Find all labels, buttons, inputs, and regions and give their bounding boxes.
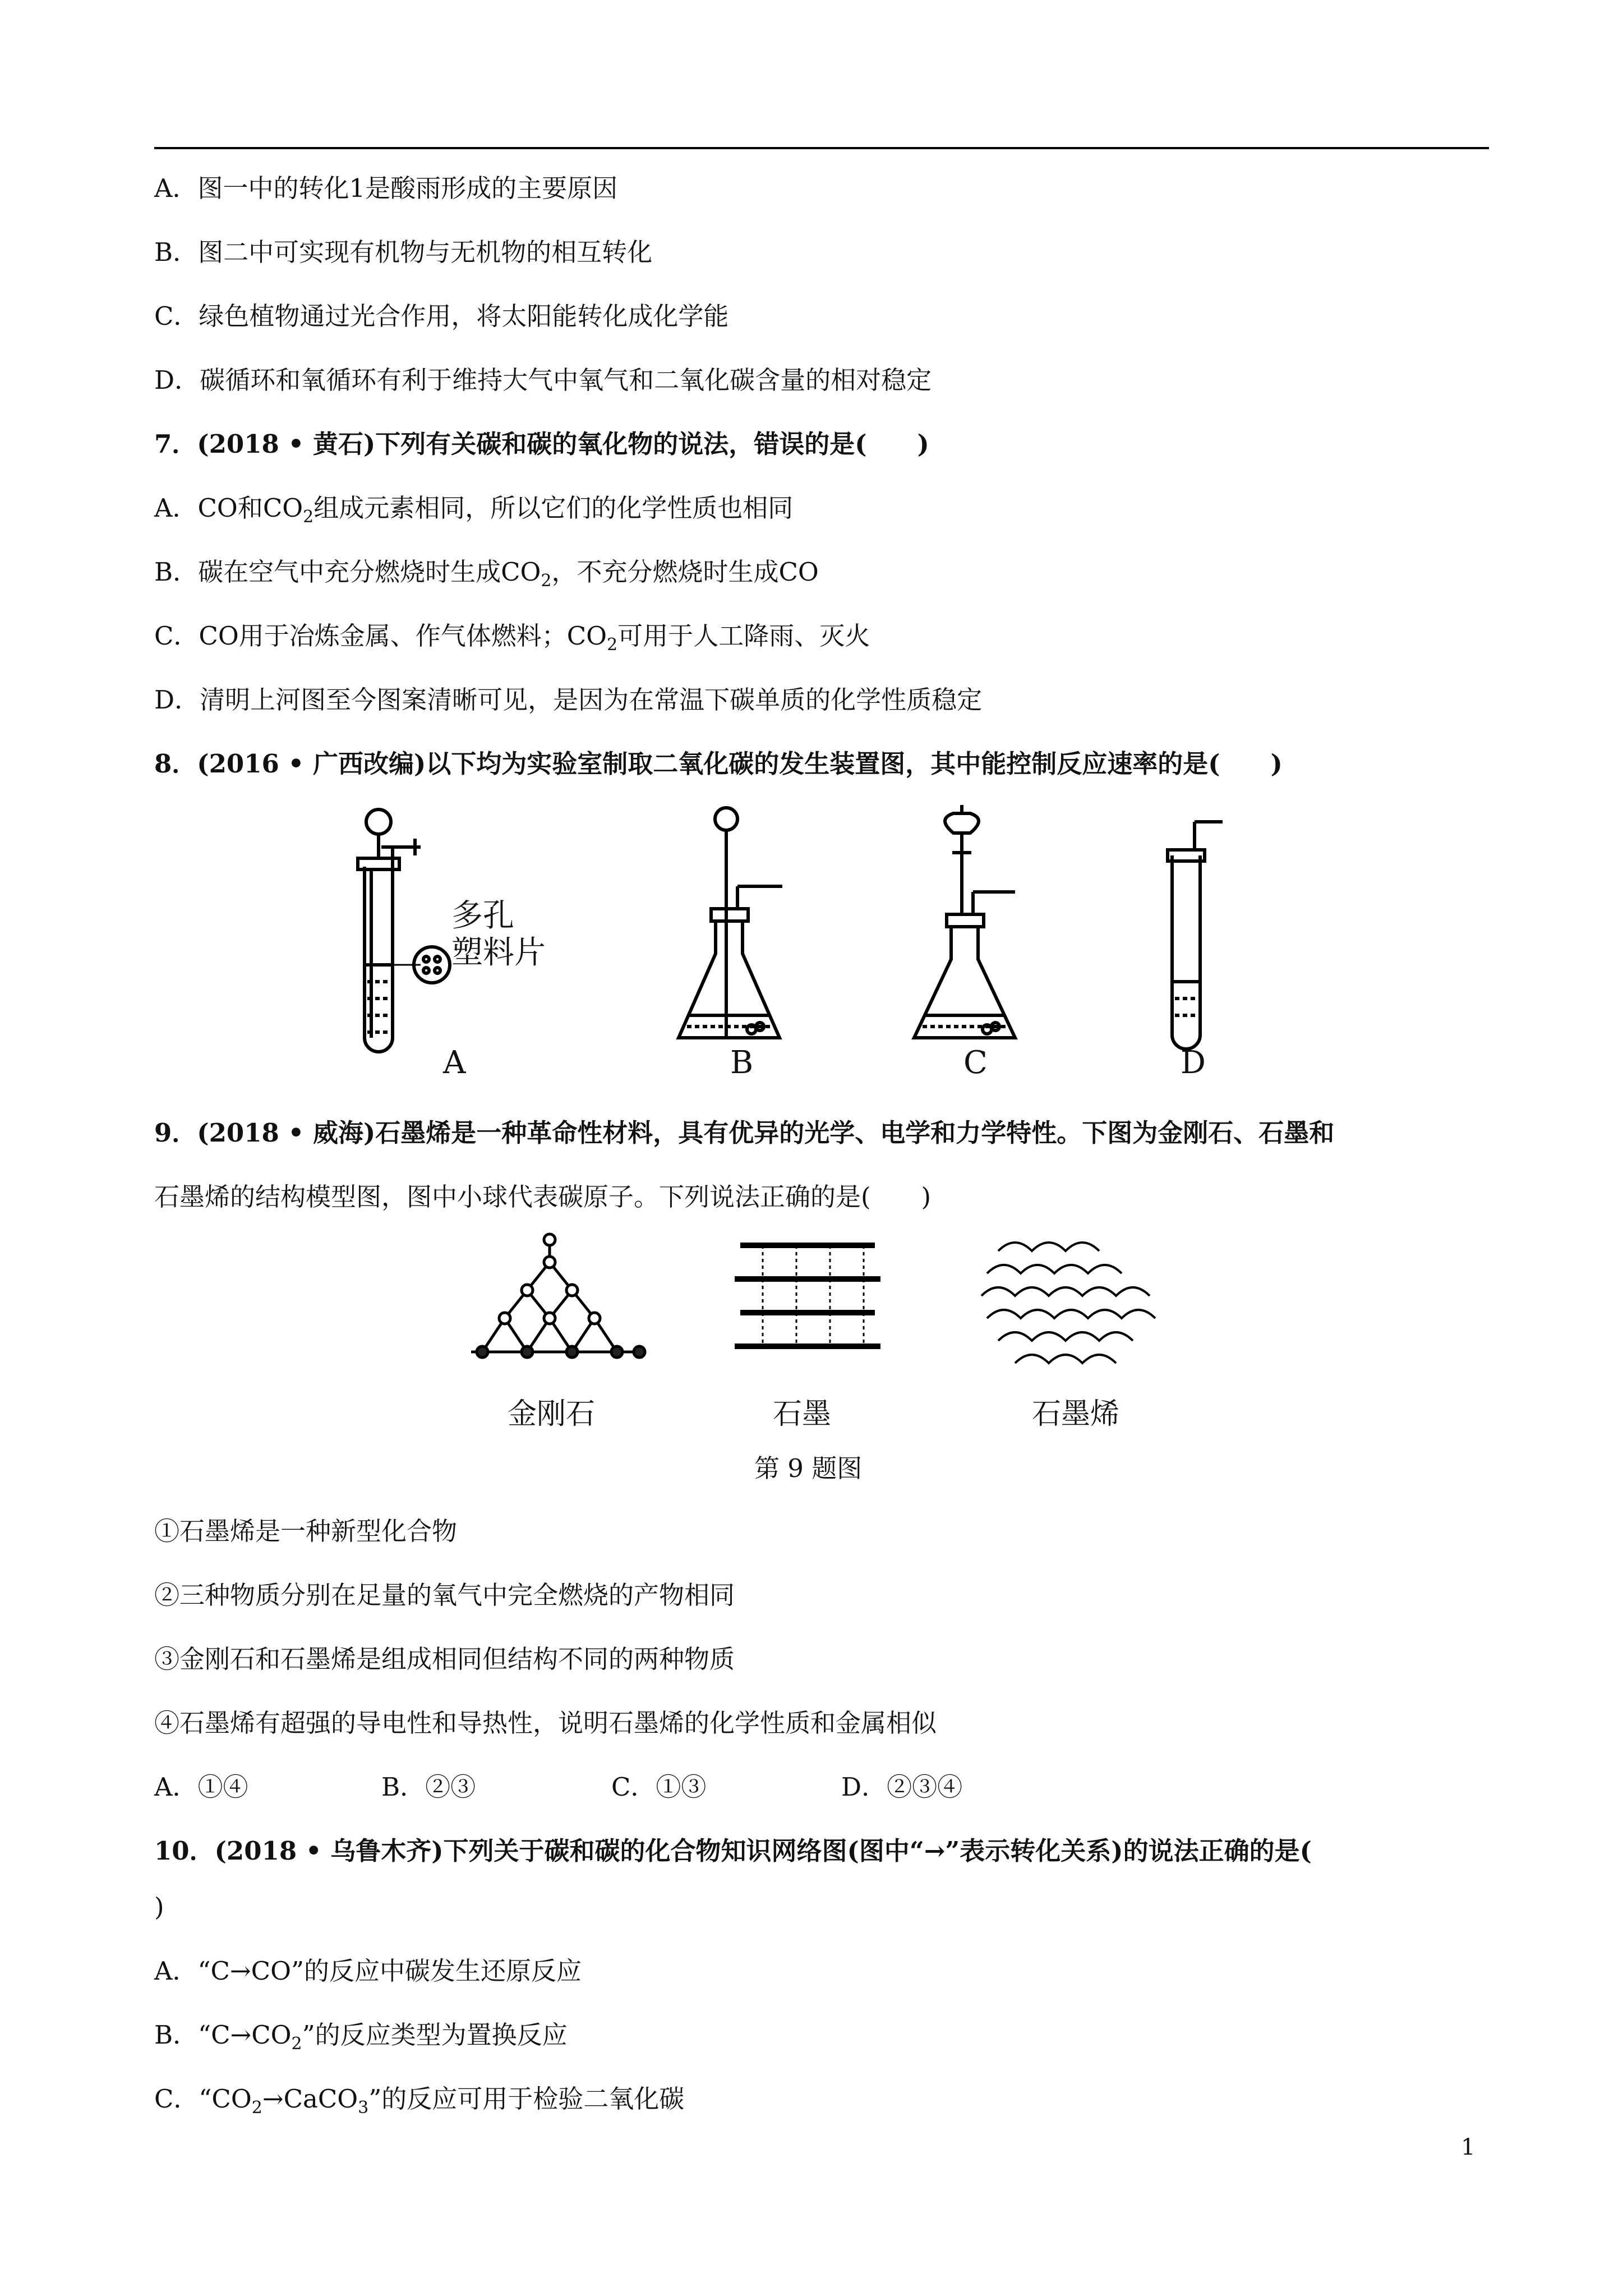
q10-option-c: C．“$CO_2\to CaCO_3$”的反应可用于检验二氧化碳 <box>154 2084 685 2118</box>
q7-option-b: B．碳在空气中充分燃烧时生成$CO_2$，不充分燃烧时生成CO <box>154 557 819 591</box>
q9-option-c: C．①③ <box>611 1772 707 1802</box>
q9-stem-line1: 9．(2018 • 威海)石墨烯是一种革命性材料，具有优异的光学、电学和力学特性。下图为金刚石、石墨和 <box>154 1118 1335 1148</box>
q9-option-a: A．①④ <box>154 1772 248 1802</box>
q9-option-b: B．②③ <box>381 1772 476 1802</box>
q9-figure-caption: 第 9 题图 <box>754 1453 863 1483</box>
q9-statement-3: ③金刚石和石墨烯是组成相同但结构不同的两种物质 <box>154 1644 735 1674</box>
apparatus-b <box>679 808 782 1038</box>
apparatus-c <box>914 805 1015 1038</box>
q9-stem-line2: 石墨烯的结构模型图，图中小球代表碳原子。下列说法正确的是( ) <box>154 1182 932 1212</box>
fig-label-diamond: 金刚石 <box>508 1397 596 1431</box>
q9-statement-4: ④石墨烯有超强的导电性和导热性，说明石墨烯的化学性质和金属相似 <box>154 1708 937 1738</box>
q7-option-c: C．CO用于冶炼金属、作气体燃料；$CO_2$可用于人工降雨、灭火 <box>154 621 870 655</box>
q6-option-a: A．图一中的转化1是酸雨形成的主要原因 <box>154 173 618 203</box>
apparatus-a <box>358 809 450 1052</box>
page-number: 1 <box>1461 2134 1476 2160</box>
apparatus-label-a: A <box>443 1045 466 1081</box>
q10-stem-line1: 10．(2018 • 乌鲁木齐)下列关于碳和碳的化合物知识网络图(图中“→”表示转化关系)的说法正确的是( <box>154 1836 1312 1866</box>
apparatus-d <box>1168 822 1223 1049</box>
header-rule <box>154 147 1489 149</box>
q10-stem-line2: ) <box>154 1892 164 1922</box>
q7-stem: 7．(2018 • 黄石)下列有关碳和碳的氧化物的说法，错误的是( ) <box>154 429 929 459</box>
q9-statement-1: ①石墨烯是一种新型化合物 <box>154 1516 458 1546</box>
fig-label-graphene: 石墨烯 <box>1032 1397 1120 1431</box>
apparatus-label-c: C <box>963 1045 988 1081</box>
q7-option-d: D．清明上河图至今图案清晰可见，是因为在常温下碳单质的化学性质稳定 <box>154 685 983 715</box>
q10-option-b: B．“$C\to CO_2$”的反应类型为置换反应 <box>154 2020 568 2054</box>
graphene-structure <box>981 1243 1155 1363</box>
porous-plate-label: 多孔 塑料片 <box>451 898 546 971</box>
apparatus-label-d: D <box>1181 1045 1206 1081</box>
q8-stem: 8．(2016 • 广西改编)以下均为实验室制取二氧化碳的发生装置图，其中能控制反应速率的是( ) <box>154 749 1283 779</box>
q9-statement-2: ②三种物质分别在足量的氧气中完全燃烧的产物相同 <box>154 1580 735 1610</box>
q6-option-d: D．碳循环和氧循环有利于维持大气中氧气和二氧化碳含量的相对稳定 <box>154 365 932 395</box>
graphite-structure <box>735 1245 880 1346</box>
fig-label-graphite: 石墨 <box>773 1397 832 1431</box>
q6-option-b: B．图二中可实现有机物与无机物的相互转化 <box>154 237 653 267</box>
apparatus-label-b: B <box>730 1045 754 1081</box>
q6-option-c: C．绿色植物通过光合作用，将太阳能转化成化学能 <box>154 301 729 331</box>
q7-option-a: A．CO和$CO_2$组成元素相同，所以它们的化学性质也相同 <box>154 493 794 527</box>
q9-structure-figure <box>460 1228 1189 1386</box>
diamond-structure <box>471 1234 645 1358</box>
q9-option-d: D．②③④ <box>841 1772 963 1802</box>
q10-option-a: A．“C→CO”的反应中碳发生还原反应 <box>154 1956 582 1986</box>
